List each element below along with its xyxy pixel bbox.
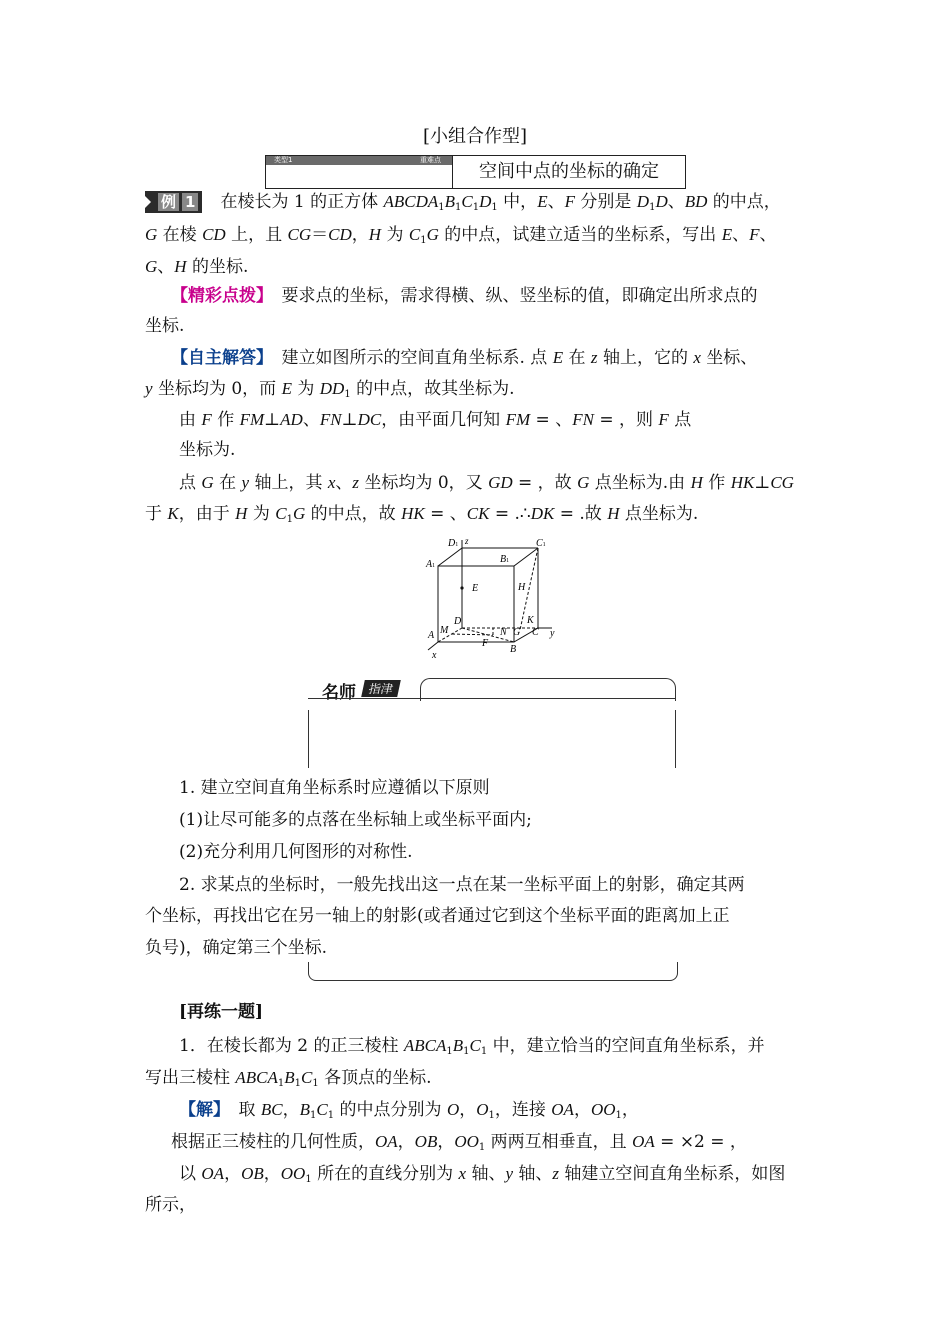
teacher-point-2-line-2: 个坐标，再找出它在另一轴上的射影(或者通过它到这个坐标平面的距离加上正 <box>145 906 730 926</box>
teacher-point-1-a: (1)让尽可能多的点落在坐标轴上或坐标平面内; <box>179 810 532 830</box>
practice-q-line-2: 写出三棱柱 $ABCA_1B_1C_1$ 各顶点的坐标. <box>145 1068 432 1089</box>
type-strip <box>266 156 452 165</box>
label-k: K <box>527 615 534 626</box>
label-a: A <box>428 630 435 641</box>
solution-line-2: y 坐标均为 0，而 E 为 $DD_1$ 的中点，故其坐标为. <box>145 379 515 400</box>
hint-label: 【精彩点拨】 <box>171 286 265 306</box>
cube-figure <box>420 536 560 660</box>
teacher-divider <box>308 698 676 702</box>
label-h: H <box>518 582 526 593</box>
type-label: 类型1 <box>274 156 293 164</box>
label-y-axis: y <box>550 628 555 639</box>
section-title: [小组合作型] <box>422 126 528 147</box>
teacher-point-1-b: (2)充分利用几何图形的对称性. <box>179 842 413 862</box>
label-b1: B1 <box>500 554 510 565</box>
topic-title: 空间中点的坐标的确定 <box>452 156 685 188</box>
example-line-1: 例 1 在棱长为 1 的正方体 $ABCDA_1B_1C_1D_1$ 中，E、F 分别是 $D_1D$、BD 的中点， <box>145 186 815 218</box>
answer-line-2: 根据正三棱柱的几何性质，OA，OB，$OO_1$ 两两互相垂直，且 OA = ×2 = ， <box>171 1132 747 1153</box>
solution-line-3: 由 F 作 FM⊥AD、FN⊥DC，由平面几何知 FM = 、FN = ，则 F 点 <box>179 410 692 430</box>
teacher-left-border <box>308 710 309 768</box>
label-n: N <box>500 627 507 638</box>
solution-line-1: 【自主解答】 建立如图所示的空间直角坐标系. 点 E 在 z 轴上，它的 x 坐标、 <box>171 348 758 368</box>
teacher-box-bottom <box>308 962 678 981</box>
label-m: M <box>440 625 449 636</box>
point-e-dot <box>460 586 463 589</box>
example-line-2: G 在棱 CD 上，且 CG＝CD，H 为 $C_1G$ 的中点，试建立适当的坐标系，写出 E、F、 <box>145 225 777 246</box>
type-banner <box>265 155 686 189</box>
teacher-tips-box <box>308 678 676 768</box>
label-x-axis: x <box>432 650 437 660</box>
practice-q-line-1: 1．在棱长都为 2 的正三棱柱 $ABCA_1B_1C_1$ 中，建立恰当的空间直角坐标系，并 <box>179 1036 765 1057</box>
label-c1: C1 <box>536 538 546 549</box>
solution-line-6: 于 K，由于 H 为 $C_1G$ 的中点，故 HK = 、CK = .∴DK = .故 H 点坐标为. <box>145 504 699 525</box>
example-tag: 例 1 <box>145 191 202 213</box>
label-a1: A1 <box>426 559 436 570</box>
answer-line-3: 以 OA，OB，$OO_1$ 所在的直线分别为 x 轴、y 轴、z 轴建立空间直角坐标系，如图 <box>179 1164 786 1185</box>
label-f: F <box>482 638 489 649</box>
answer-line-4: 所示， <box>145 1195 196 1215</box>
teacher-point-2-line-1: 2. 求某点的坐标时，一般先找出这一点在某一坐标平面上的射影，确定其两 <box>179 875 745 895</box>
solution-label: 【自主解答】 <box>171 348 265 368</box>
hint-line-2: 坐标. <box>145 316 185 336</box>
label-c: C <box>532 627 539 638</box>
solution-line-5: 点 G 在 y 轴上，其 x、z 坐标均为 0，又 GD = ，故 G 点坐标为.由 H 作 HK⊥CG <box>179 473 794 493</box>
teacher-label: 名师 <box>322 683 356 703</box>
teacher-point-1: 1. 建立空间直角坐标系时应遵循以下原则 <box>179 778 490 798</box>
teacher-point-2-line-3: 负号)，确定第三个坐标. <box>145 938 328 958</box>
example-line-3: G、H 的坐标. <box>145 257 249 277</box>
label-b: B <box>510 644 517 655</box>
answer-line-1: 【解】 取 BC，$B_1C_1$ 的中点分别为 O，$O_1$，连接 OA，$OO_1$， <box>179 1100 639 1121</box>
solution-line-4: 坐标为. <box>179 440 236 460</box>
label-d1: D1 <box>448 538 459 549</box>
difficulty-tag: 重难点 <box>420 156 441 164</box>
practice-heading: [再练一题] <box>179 1002 264 1022</box>
label-d: D <box>454 616 462 627</box>
answer-label: 【解】 <box>179 1100 222 1120</box>
teacher-chip: 指津 <box>361 680 401 697</box>
label-g: G <box>513 627 521 638</box>
hint-line-1: 【精彩点拨】 要求点的坐标，需求得横、纵、竖坐标的值，即确定出所求点的 <box>171 286 758 306</box>
label-e: E <box>472 583 479 594</box>
teacher-right-border <box>675 710 676 768</box>
label-z-axis: z <box>465 536 469 546</box>
